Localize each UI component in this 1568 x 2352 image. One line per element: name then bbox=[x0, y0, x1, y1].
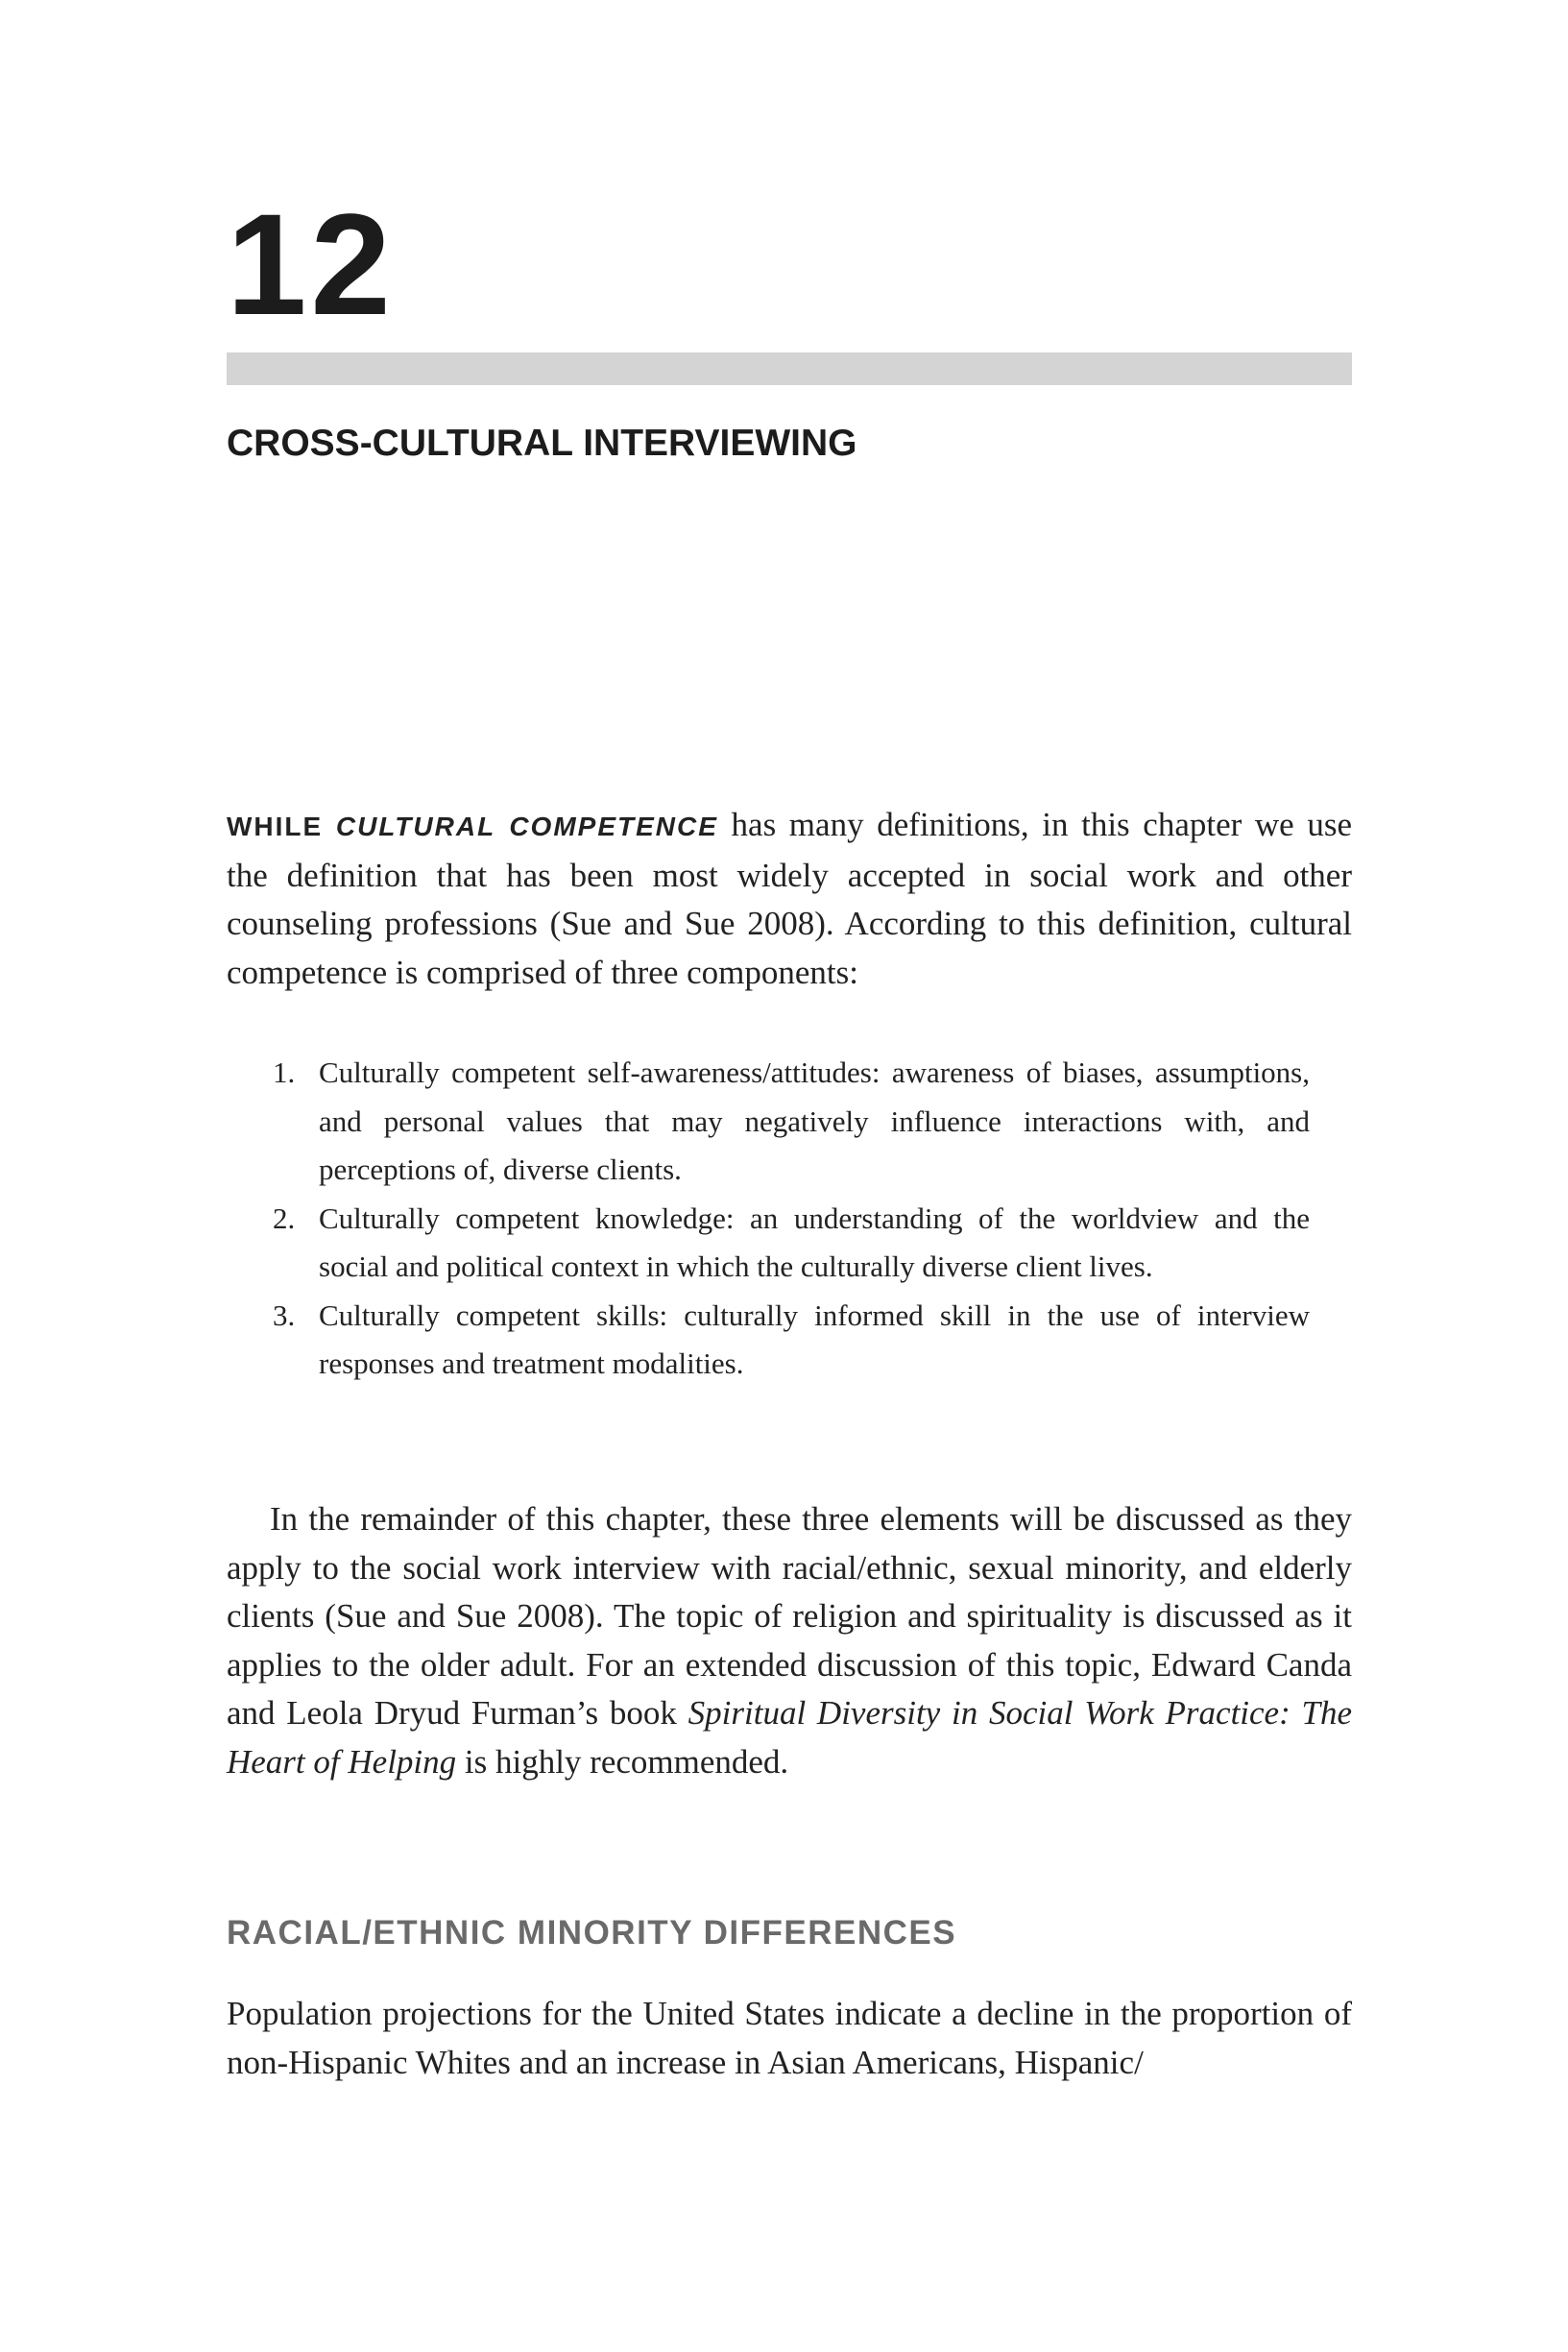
list-item-text: Culturally competent skills: culturally informed skill in the use of interview responses and treatment modalities. bbox=[319, 1297, 1310, 1380]
list-item-number: 2. bbox=[273, 1200, 296, 1235]
intro-runin-caps: WHILE bbox=[227, 812, 324, 841]
intro-runin-term: CULTURAL COMPETENCE bbox=[335, 812, 718, 841]
intro-paragraph bbox=[227, 801, 1352, 997]
remainder-text: In the remainder of this chapter, these three elements will be discussed as they apply to the social work interview with racial/ethnic, sexual minority, and elderly clients (Sue and Sue 2008). The topic of religion and spirituality is discussed as it applies to the older adult. For an extended discussion of this topic, Edward Canda and Leola Dryud Furman’s book bbox=[227, 1500, 1352, 1732]
section-heading: RACIAL/ETHNIC MINORITY DIFFERENCES bbox=[227, 1914, 957, 1952]
book-title: Spiritual Diversity in Social Work Practice: The Heart of Helping bbox=[227, 1694, 1353, 1781]
list-item bbox=[273, 1049, 1310, 1195]
list-item-text: Culturally competent self-awareness/attitudes: awareness of biases, assumptions, and personal values that may negatively influence interactions with, and perceptions of, diverse clients. bbox=[319, 1055, 1310, 1186]
list-item bbox=[273, 1195, 1310, 1292]
list-item-number: 3. bbox=[273, 1297, 296, 1332]
remainder-text-end: is highly recommended. bbox=[464, 1742, 789, 1781]
chapter-title: CROSS-CULTURAL INTERVIEWING bbox=[227, 423, 857, 464]
chapter-rule bbox=[227, 352, 1352, 385]
list-item-text: Culturally competent knowledge: an understanding of the worldview and the social and political context in which the culturally diverse client lives. bbox=[319, 1200, 1310, 1283]
intro-text: has many definitions, in this chapter we use the definition that has been most widely accepted in social work and other counseling professions (Sue and Sue 2008). According to this definition, cultural competence is comprised of three components: bbox=[227, 806, 1352, 991]
chapter-number: 12 bbox=[227, 183, 395, 345]
remainder-paragraph bbox=[227, 1495, 1352, 1786]
list-item-number: 1. bbox=[273, 1055, 296, 1089]
section-paragraph: Population projections for the United States indicate a decline in the proportion of non-Hispanic Whites and an increase in Asian Americans, Hispanic/ bbox=[227, 1995, 1352, 2081]
components-list bbox=[273, 1049, 1310, 1389]
list-item bbox=[273, 1292, 1310, 1389]
